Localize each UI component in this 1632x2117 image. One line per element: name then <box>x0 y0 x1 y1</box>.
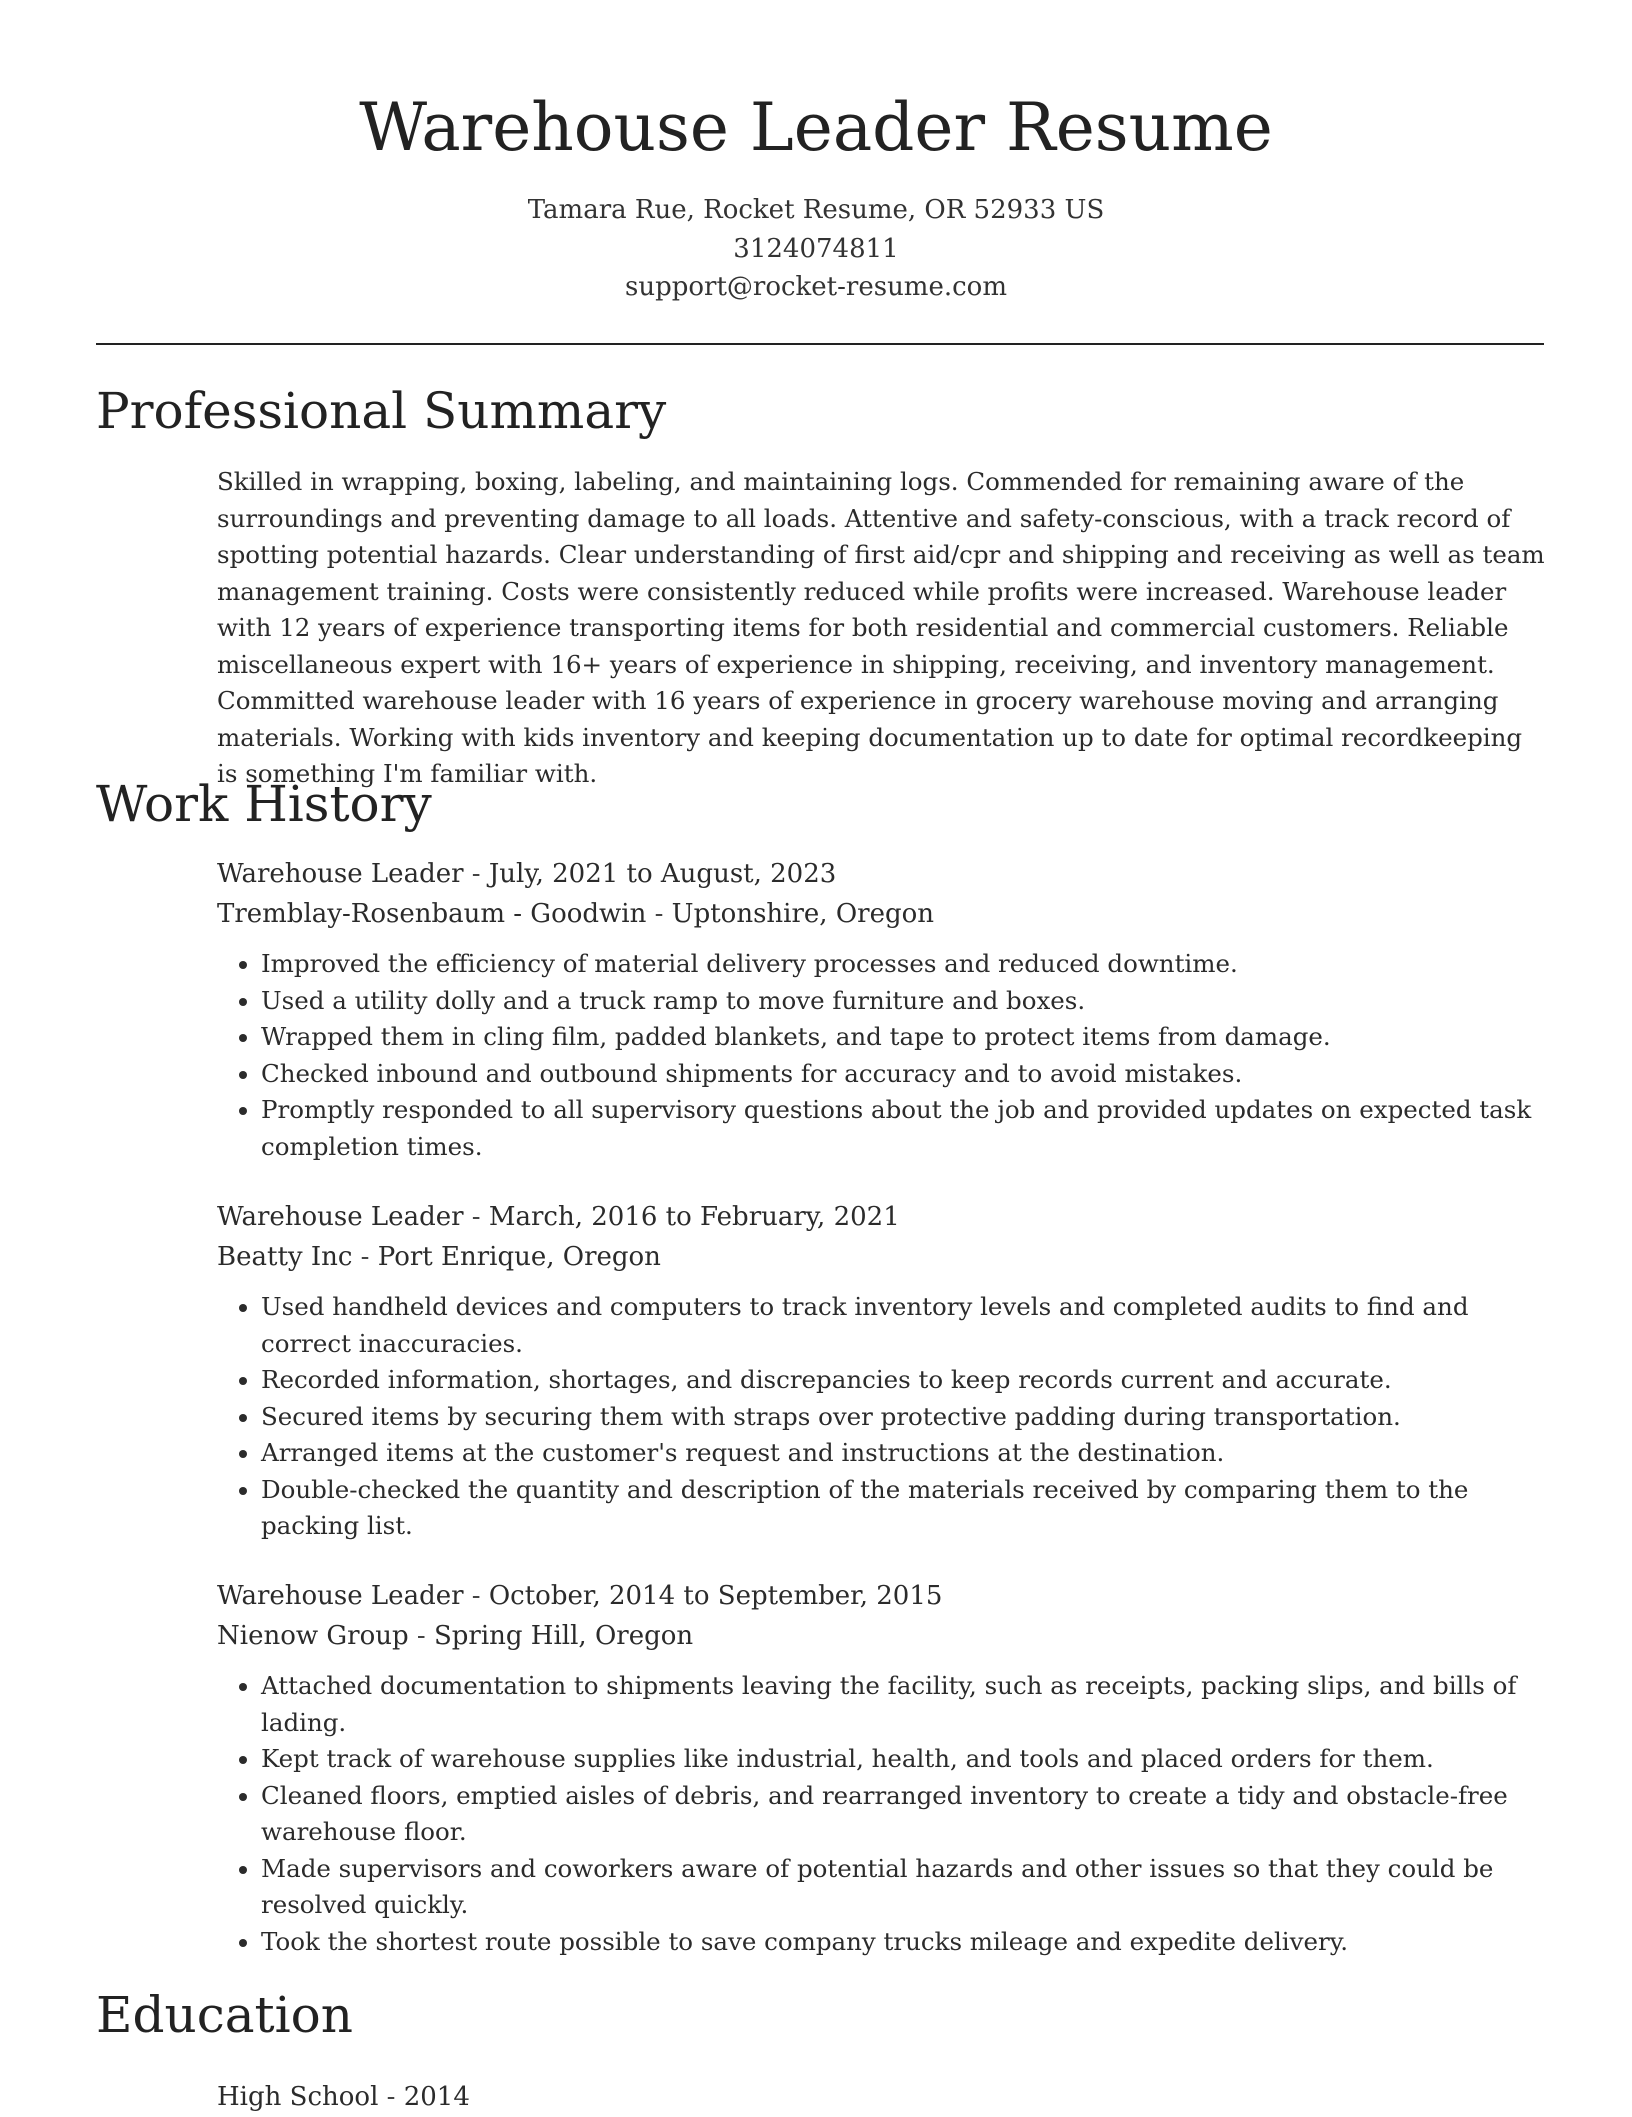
summary-heading: Professional Summary <box>96 382 667 440</box>
contact-email: support@rocket-resume.com <box>624 272 1007 302</box>
job-dates: July, 2021 to August, 2023 <box>488 859 837 889</box>
contact-phone: 3124074811 <box>733 233 899 264</box>
list-item: • Arranged items at the customer's request and instructions at the destination. <box>261 1435 1547 1472</box>
list-item: • Made supervisors and coworkers aware of potential hazards and other issues so that they could be resolved quickly. <box>261 1851 1547 1924</box>
list-item: • Checked inbound and outbound shipments for accuracy and to avoid mistakes. <box>261 1056 1547 1093</box>
contact-address: Tamara Rue, Rocket Resume, OR 52933 US <box>527 195 1105 225</box>
separator: - <box>463 859 489 889</box>
job-dates: October, 2014 to September, 2015 <box>488 1581 943 1611</box>
job-location: Port Enrique, Oregon <box>377 1242 661 1272</box>
list-item: • Improved the efficiency of material delivery processes and reduced downtime. <box>261 946 1547 983</box>
list-item: • Attached documentation to shipments leaving the facility, such as receipts, packing slips, and bills of lading. <box>261 1668 1547 1741</box>
job-bullets <box>217 1289 1547 1545</box>
education-degree: High School <box>217 2082 379 2112</box>
job-title-line <box>217 854 1547 894</box>
job-dates: March, 2016 to February, 2021 <box>488 1202 900 1232</box>
separator: - <box>646 899 672 929</box>
list-item: • Used a utility dolly and a truck ramp to move furniture and boxes. <box>261 983 1547 1020</box>
job-company-line <box>217 1616 1547 1656</box>
contact-block <box>0 191 1632 307</box>
list-item: • Wrapped them in cling film, padded blankets, and tape to protect items from damage. <box>261 1019 1547 1056</box>
education-heading: Education <box>96 1986 353 2044</box>
job-entry <box>217 1197 1547 1545</box>
separator: - <box>463 1581 489 1611</box>
list-item: • Took the shortest route possible to save company trucks mileage and expedite delivery. <box>261 1924 1547 1961</box>
job-title: Warehouse Leader <box>217 859 464 889</box>
job-title: Warehouse Leader <box>217 1581 464 1611</box>
list-item: • Secured items by securing them with straps over protective padding during transportation. <box>261 1399 1547 1436</box>
list-item: • Used handheld devices and computers to track inventory levels and completed audits to find and correct inaccuracies. <box>261 1289 1547 1362</box>
separator: - <box>352 1242 378 1272</box>
separator: - <box>378 2082 404 2112</box>
header-divider <box>96 343 1544 345</box>
job-title-line <box>217 1576 1547 1616</box>
list-item: • Double-checked the quantity and description of the materials received by comparing them to the packing list. <box>261 1472 1547 1545</box>
job-title-line <box>217 1197 1547 1237</box>
separator: - <box>463 1202 489 1232</box>
education-entry <box>217 2077 470 2117</box>
job-location: Spring Hill, Oregon <box>433 1621 694 1651</box>
job-entry <box>217 854 1547 1165</box>
education-year: 2014 <box>403 2082 470 2112</box>
job-bullets <box>217 1668 1547 1960</box>
summary-text: Skilled in wrapping, boxing, labeling, and maintaining logs. Commended for remaining aware of the surroundings and preventing damage to all loads. Attentive and safety-conscious, with a track record of spotting potential hazards. Clear understanding of first aid/cpr and shipping and receiving as well as team management training. Costs were consistently reduced while profits were increased. Warehouse leader with 12 years of experience transporting items for both residential and commercial customers. Reliable miscellaneous expert with 16+ years of experience in shipping, receiving, and inventory management. Committed warehouse leader with 16 years of experience in grocery warehouse moving and arranging materials. Working with kids inventory and keeping documentation up to date for optimal recordkeeping is something I'm familiar with. <box>217 467 1545 788</box>
job-bullets <box>217 946 1547 1165</box>
job-location: Uptonshire, Oregon <box>671 899 934 929</box>
job-entry <box>217 1576 1547 1960</box>
list-item: • Promptly responded to all supervisory questions about the job and provided updates on expected task completion times. <box>261 1092 1547 1165</box>
job-company-line <box>217 1237 1547 1277</box>
resume-title: Warehouse Leader Resume <box>359 89 1273 166</box>
work-history-heading: Work History <box>96 775 432 833</box>
job-company-line <box>217 894 1547 934</box>
job-company: Tremblay-Rosenbaum - Goodwin <box>217 899 647 929</box>
list-item: • Kept track of warehouse supplies like industrial, health, and tools and placed orders for them. <box>261 1741 1547 1778</box>
list-item: • Recorded information, shortages, and discrepancies to keep records current and accurate. <box>261 1362 1547 1399</box>
list-item: • Cleaned floors, emptied aisles of debris, and rearranged inventory to create a tidy and obstacle-free warehouse floor. <box>261 1778 1547 1851</box>
job-company: Beatty Inc <box>217 1242 353 1272</box>
separator: - <box>408 1621 434 1651</box>
job-title: Warehouse Leader <box>217 1202 464 1232</box>
job-company: Nienow Group <box>217 1621 409 1651</box>
